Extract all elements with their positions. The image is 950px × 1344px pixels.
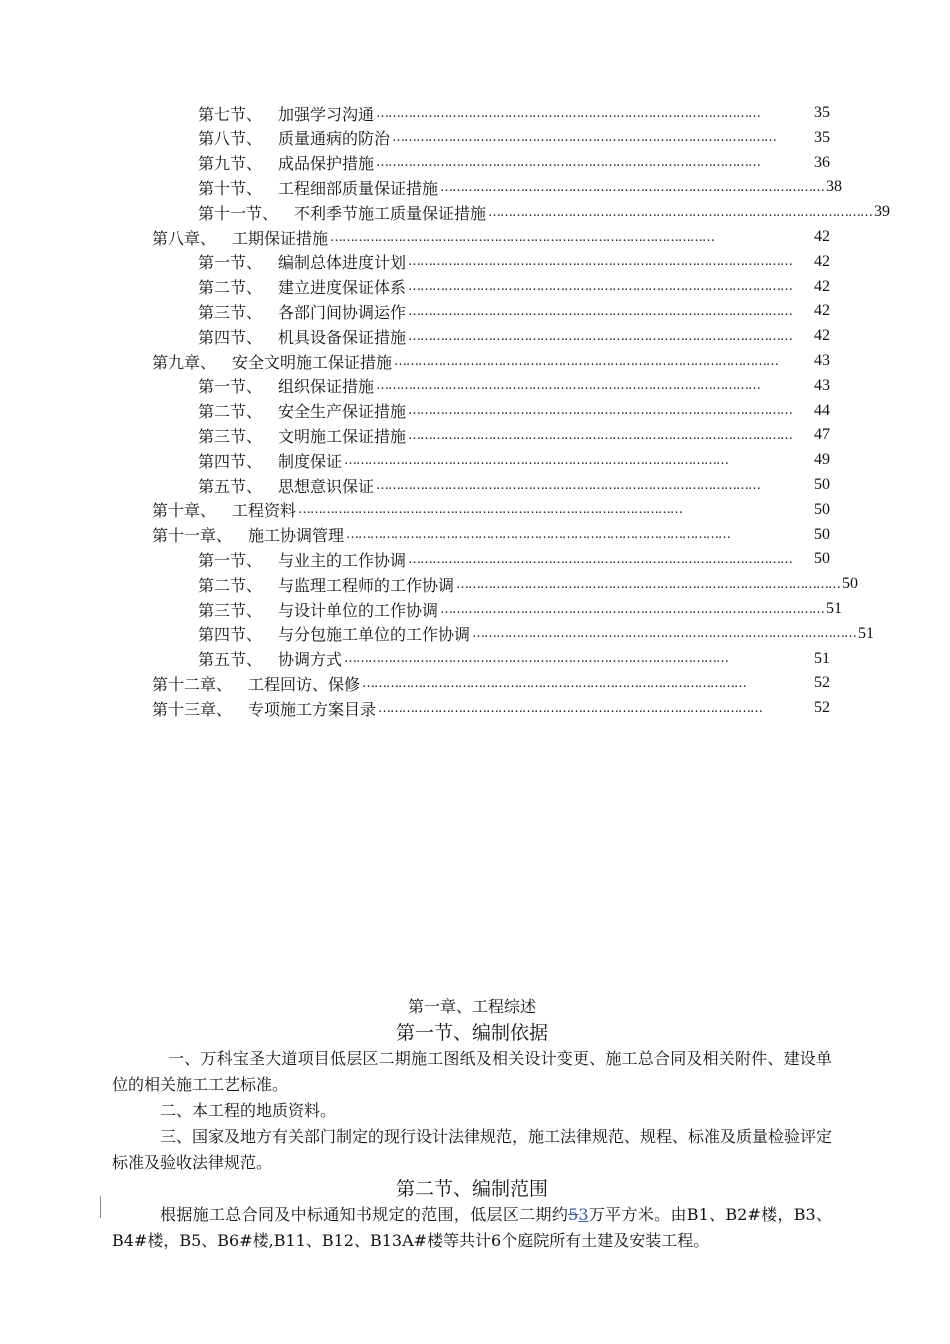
section-title-scope: 第二节、编制范围 bbox=[395, 1178, 548, 1200]
toc-entry-number: 第一节、 bbox=[198, 377, 263, 397]
toc-entry-page-number: 44 bbox=[814, 401, 830, 419]
toc-entry-number: 第五节、 bbox=[198, 650, 263, 670]
toc-dot-leader: …………………………………………………………………………………… bbox=[408, 403, 793, 419]
toc-entry-page-number: 50 bbox=[814, 476, 830, 493]
toc-entry[interactable] bbox=[198, 374, 830, 398]
toc-dot-leader: …………………………………………………………………………………… bbox=[488, 204, 873, 220]
toc-dot-leader: …………………………………………………………………………………… bbox=[376, 378, 761, 394]
scope-text-before: 根据施工总合同及中标通知书规定的范围，低层区二期约 bbox=[160, 1205, 569, 1224]
toc-dot-leader: …………………………………………………………………………………… bbox=[394, 353, 779, 369]
toc-entry-title: 制度保证 bbox=[278, 451, 343, 471]
toc-dot-leader: …………………………………………………………………………………… bbox=[408, 303, 793, 319]
toc-entry-page-number: 51 bbox=[814, 649, 830, 667]
toc-entry[interactable] bbox=[198, 324, 830, 348]
toc-entry[interactable] bbox=[198, 622, 875, 646]
toc-dot-leader: …………………………………………………………………………………… bbox=[376, 105, 761, 121]
toc-dot-leader: …………………………………………………………………………………… bbox=[362, 675, 747, 691]
toc-entry-title: 不利季节施工质量保证措施 bbox=[294, 203, 487, 223]
toc-entry-page-number: 50 bbox=[814, 550, 830, 568]
toc-entry-page-number: 43 bbox=[814, 352, 830, 369]
toc-dot-leader: …………………………………………………………………………………… bbox=[344, 651, 729, 667]
chapter-one-section bbox=[112, 994, 832, 1254]
toc-entry[interactable] bbox=[198, 151, 830, 175]
toc-entry-page-number: 47 bbox=[814, 426, 830, 444]
toc-entry[interactable] bbox=[198, 299, 830, 323]
toc-entry-page-number: 42 bbox=[814, 277, 830, 295]
toc-entry-number: 第八节、 bbox=[198, 129, 263, 149]
toc-entry-page-number: 43 bbox=[814, 376, 830, 394]
toc-entry-title: 文明施工保证措施 bbox=[278, 426, 407, 446]
toc-entry-page-number: 42 bbox=[814, 302, 830, 320]
toc-entry-title: 专项施工方案目录 bbox=[248, 699, 377, 719]
toc-entry-page-number: 36 bbox=[814, 153, 830, 171]
toc-entry-number: 第三节、 bbox=[198, 302, 263, 322]
toc-entry[interactable] bbox=[152, 349, 830, 373]
toc-entry-title: 加强学习沟通 bbox=[278, 104, 375, 124]
toc-entry-page-number: 50 bbox=[814, 525, 830, 543]
toc-entry-page-number: 52 bbox=[814, 674, 830, 692]
toc-entry-title: 与业主的工作协调 bbox=[278, 550, 407, 570]
toc-entry-title: 质量通病的防治 bbox=[278, 129, 391, 149]
toc-entry-title: 安全生产保证措施 bbox=[278, 402, 407, 422]
toc-entry-number: 第四节、 bbox=[198, 451, 263, 471]
toc-entry-number: 第三节、 bbox=[198, 426, 263, 446]
toc-entry-number: 第九节、 bbox=[198, 154, 263, 174]
toc-entry-number: 第十一节、 bbox=[198, 203, 279, 223]
toc-entry-number: 第一节、 bbox=[198, 253, 263, 273]
tracked-deletion[interactable]: 5 bbox=[568, 1205, 579, 1224]
toc-entry-page-number: 35 bbox=[814, 104, 830, 121]
toc-entry[interactable] bbox=[198, 423, 830, 447]
toc-dot-leader: …………………………………………………………………………………… bbox=[440, 601, 825, 617]
toc-entry-number: 第五节、 bbox=[198, 476, 263, 496]
toc-entry-title: 各部门间协调运作 bbox=[278, 302, 407, 322]
toc-entry-title: 施工协调管理 bbox=[248, 526, 345, 546]
toc-dot-leader: …………………………………………………………………………………… bbox=[408, 427, 793, 443]
section-title-basis: 第一节、编制依据 bbox=[395, 1022, 548, 1044]
toc-entry-page-number: 42 bbox=[814, 327, 830, 345]
toc-entry-title: 工期保证措施 bbox=[232, 228, 329, 248]
toc-entry-page-number: 35 bbox=[814, 128, 830, 146]
toc-dot-leader: …………………………………………………………………………………… bbox=[376, 477, 761, 493]
toc-entry[interactable] bbox=[152, 696, 830, 720]
toc-entry-number: 第一节、 bbox=[198, 550, 263, 570]
paragraph-scope bbox=[112, 1202, 832, 1254]
toc-entry[interactable] bbox=[198, 250, 830, 274]
toc-dot-leader: …………………………………………………………………………………… bbox=[346, 527, 731, 543]
toc-entry-number: 第二节、 bbox=[198, 402, 263, 422]
toc-entry-page-number: 50 bbox=[814, 500, 830, 518]
toc-entry-title: 协调方式 bbox=[278, 650, 343, 670]
toc-dot-leader: …………………………………………………………………………………… bbox=[408, 328, 793, 344]
paragraph-basis-1: 一、万科宝圣大道项目低层区二期施工图纸及相关设计变更、施工总合同及相关附件、建设单位的相关施工工艺标准。 bbox=[112, 1049, 832, 1094]
toc-dot-leader: …………………………………………………………………………………… bbox=[392, 130, 777, 146]
toc-entry-page-number: 51 bbox=[826, 600, 843, 617]
toc-entry-number: 第十二章、 bbox=[152, 674, 233, 694]
toc-entry-page-number: 38 bbox=[826, 178, 843, 196]
toc-entry-page-number: 42 bbox=[814, 228, 830, 245]
paragraph-basis-2: 二、本工程的地质资料。 bbox=[160, 1101, 337, 1120]
toc-entry[interactable] bbox=[152, 523, 830, 547]
toc-entry-title: 工程回访、保修 bbox=[248, 674, 361, 694]
toc-dot-leader: …………………………………………………………………………………… bbox=[408, 254, 793, 270]
toc-dot-leader: …………………………………………………………………………………… bbox=[330, 229, 715, 245]
toc-entry-page-number: 49 bbox=[814, 451, 830, 469]
toc-entry[interactable] bbox=[198, 647, 830, 671]
toc-entry[interactable] bbox=[198, 448, 830, 472]
toc-entry-title: 成品保护措施 bbox=[278, 154, 375, 174]
toc-entry-number: 第二节、 bbox=[198, 278, 263, 298]
toc-entry-title: 编制总体进度计划 bbox=[278, 253, 407, 273]
toc-entry-title: 组织保证措施 bbox=[278, 377, 375, 397]
toc-entry[interactable] bbox=[198, 572, 859, 596]
toc-entry-number: 第九章、 bbox=[152, 352, 217, 372]
toc-entry-number: 第八章、 bbox=[152, 228, 217, 248]
toc-entry-number: 第四节、 bbox=[198, 327, 263, 347]
toc-entry[interactable] bbox=[198, 399, 830, 423]
toc-entry[interactable] bbox=[198, 597, 843, 621]
toc-entry-title: 机具设备保证措施 bbox=[278, 327, 407, 347]
toc-entry-number: 第七节、 bbox=[198, 104, 263, 124]
toc-entry-title: 与分包施工单位的工作协调 bbox=[278, 625, 471, 645]
toc-entry[interactable] bbox=[198, 547, 830, 571]
toc-entry-number: 第四节、 bbox=[198, 625, 263, 645]
toc-entry[interactable] bbox=[198, 175, 843, 199]
toc-dot-leader: …………………………………………………………………………………… bbox=[456, 576, 841, 592]
toc-dot-leader: …………………………………………………………………………………… bbox=[376, 155, 761, 171]
toc-dot-leader: …………………………………………………………………………………… bbox=[298, 502, 683, 518]
toc-entry[interactable] bbox=[198, 126, 830, 150]
toc-dot-leader: …………………………………………………………………………………… bbox=[378, 700, 763, 716]
toc-entry[interactable] bbox=[152, 671, 830, 695]
toc-entry[interactable] bbox=[198, 473, 830, 497]
toc-entry-number: 第十章、 bbox=[152, 501, 217, 521]
toc-entry[interactable] bbox=[198, 275, 830, 299]
toc-entry-number: 第十三章、 bbox=[152, 699, 233, 719]
toc-entry[interactable] bbox=[152, 225, 830, 249]
toc-dot-leader: …………………………………………………………………………………… bbox=[408, 279, 793, 295]
toc-entry-page-number: 52 bbox=[814, 699, 830, 717]
toc-entry[interactable] bbox=[198, 101, 830, 125]
scope-text-after: 万平方米。由B1、B2#楼，B3、B4#楼，B5、B6#楼,B11、B12、B13A#楼等共计6个庭院所有土建及安装工程。 bbox=[112, 1205, 832, 1250]
tracked-insertion[interactable]: 3 bbox=[578, 1205, 589, 1224]
toc-dot-leader: …………………………………………………………………………………… bbox=[408, 551, 793, 567]
toc-entry-page-number: 39 bbox=[874, 203, 891, 221]
toc-entry-title: 与设计单位的工作协调 bbox=[278, 600, 439, 620]
toc-entry-page-number: 50 bbox=[842, 575, 859, 593]
toc-entry-title: 思想意识保证 bbox=[278, 476, 375, 496]
paragraph-basis-3: 三、国家及地方有关部门制定的现行设计法律规范，施工法律规范、规程、标准及质量检验评定标准及验收法律规范。 bbox=[112, 1127, 833, 1172]
toc-entry-number: 第十节、 bbox=[198, 178, 263, 198]
toc-entry-title: 建立进度保证体系 bbox=[278, 278, 407, 298]
revision-change-bar bbox=[100, 1196, 101, 1218]
toc-dot-leader: …………………………………………………………………………………… bbox=[440, 179, 825, 195]
toc-entry-number: 第三节、 bbox=[198, 600, 263, 620]
toc-entry-title: 工程资料 bbox=[232, 501, 297, 521]
toc-dot-leader: …………………………………………………………………………………… bbox=[344, 452, 729, 468]
toc-entry[interactable] bbox=[152, 498, 830, 522]
chapter-title: 第一章、工程综述 bbox=[407, 997, 536, 1016]
toc-entry[interactable] bbox=[198, 200, 891, 224]
toc-dot-leader: …………………………………………………………………………………… bbox=[472, 626, 857, 642]
toc-entry-number: 第二节、 bbox=[198, 575, 263, 595]
toc-entry-title: 工程细部质量保证措施 bbox=[278, 178, 439, 198]
toc-entry-title: 与监理工程师的工作协调 bbox=[278, 575, 455, 595]
toc-entry-page-number: 51 bbox=[858, 624, 875, 642]
toc-entry-page-number: 42 bbox=[814, 252, 830, 270]
toc-entry-title: 安全文明施工保证措施 bbox=[232, 352, 393, 372]
toc-entry-number: 第十一章、 bbox=[152, 526, 233, 546]
